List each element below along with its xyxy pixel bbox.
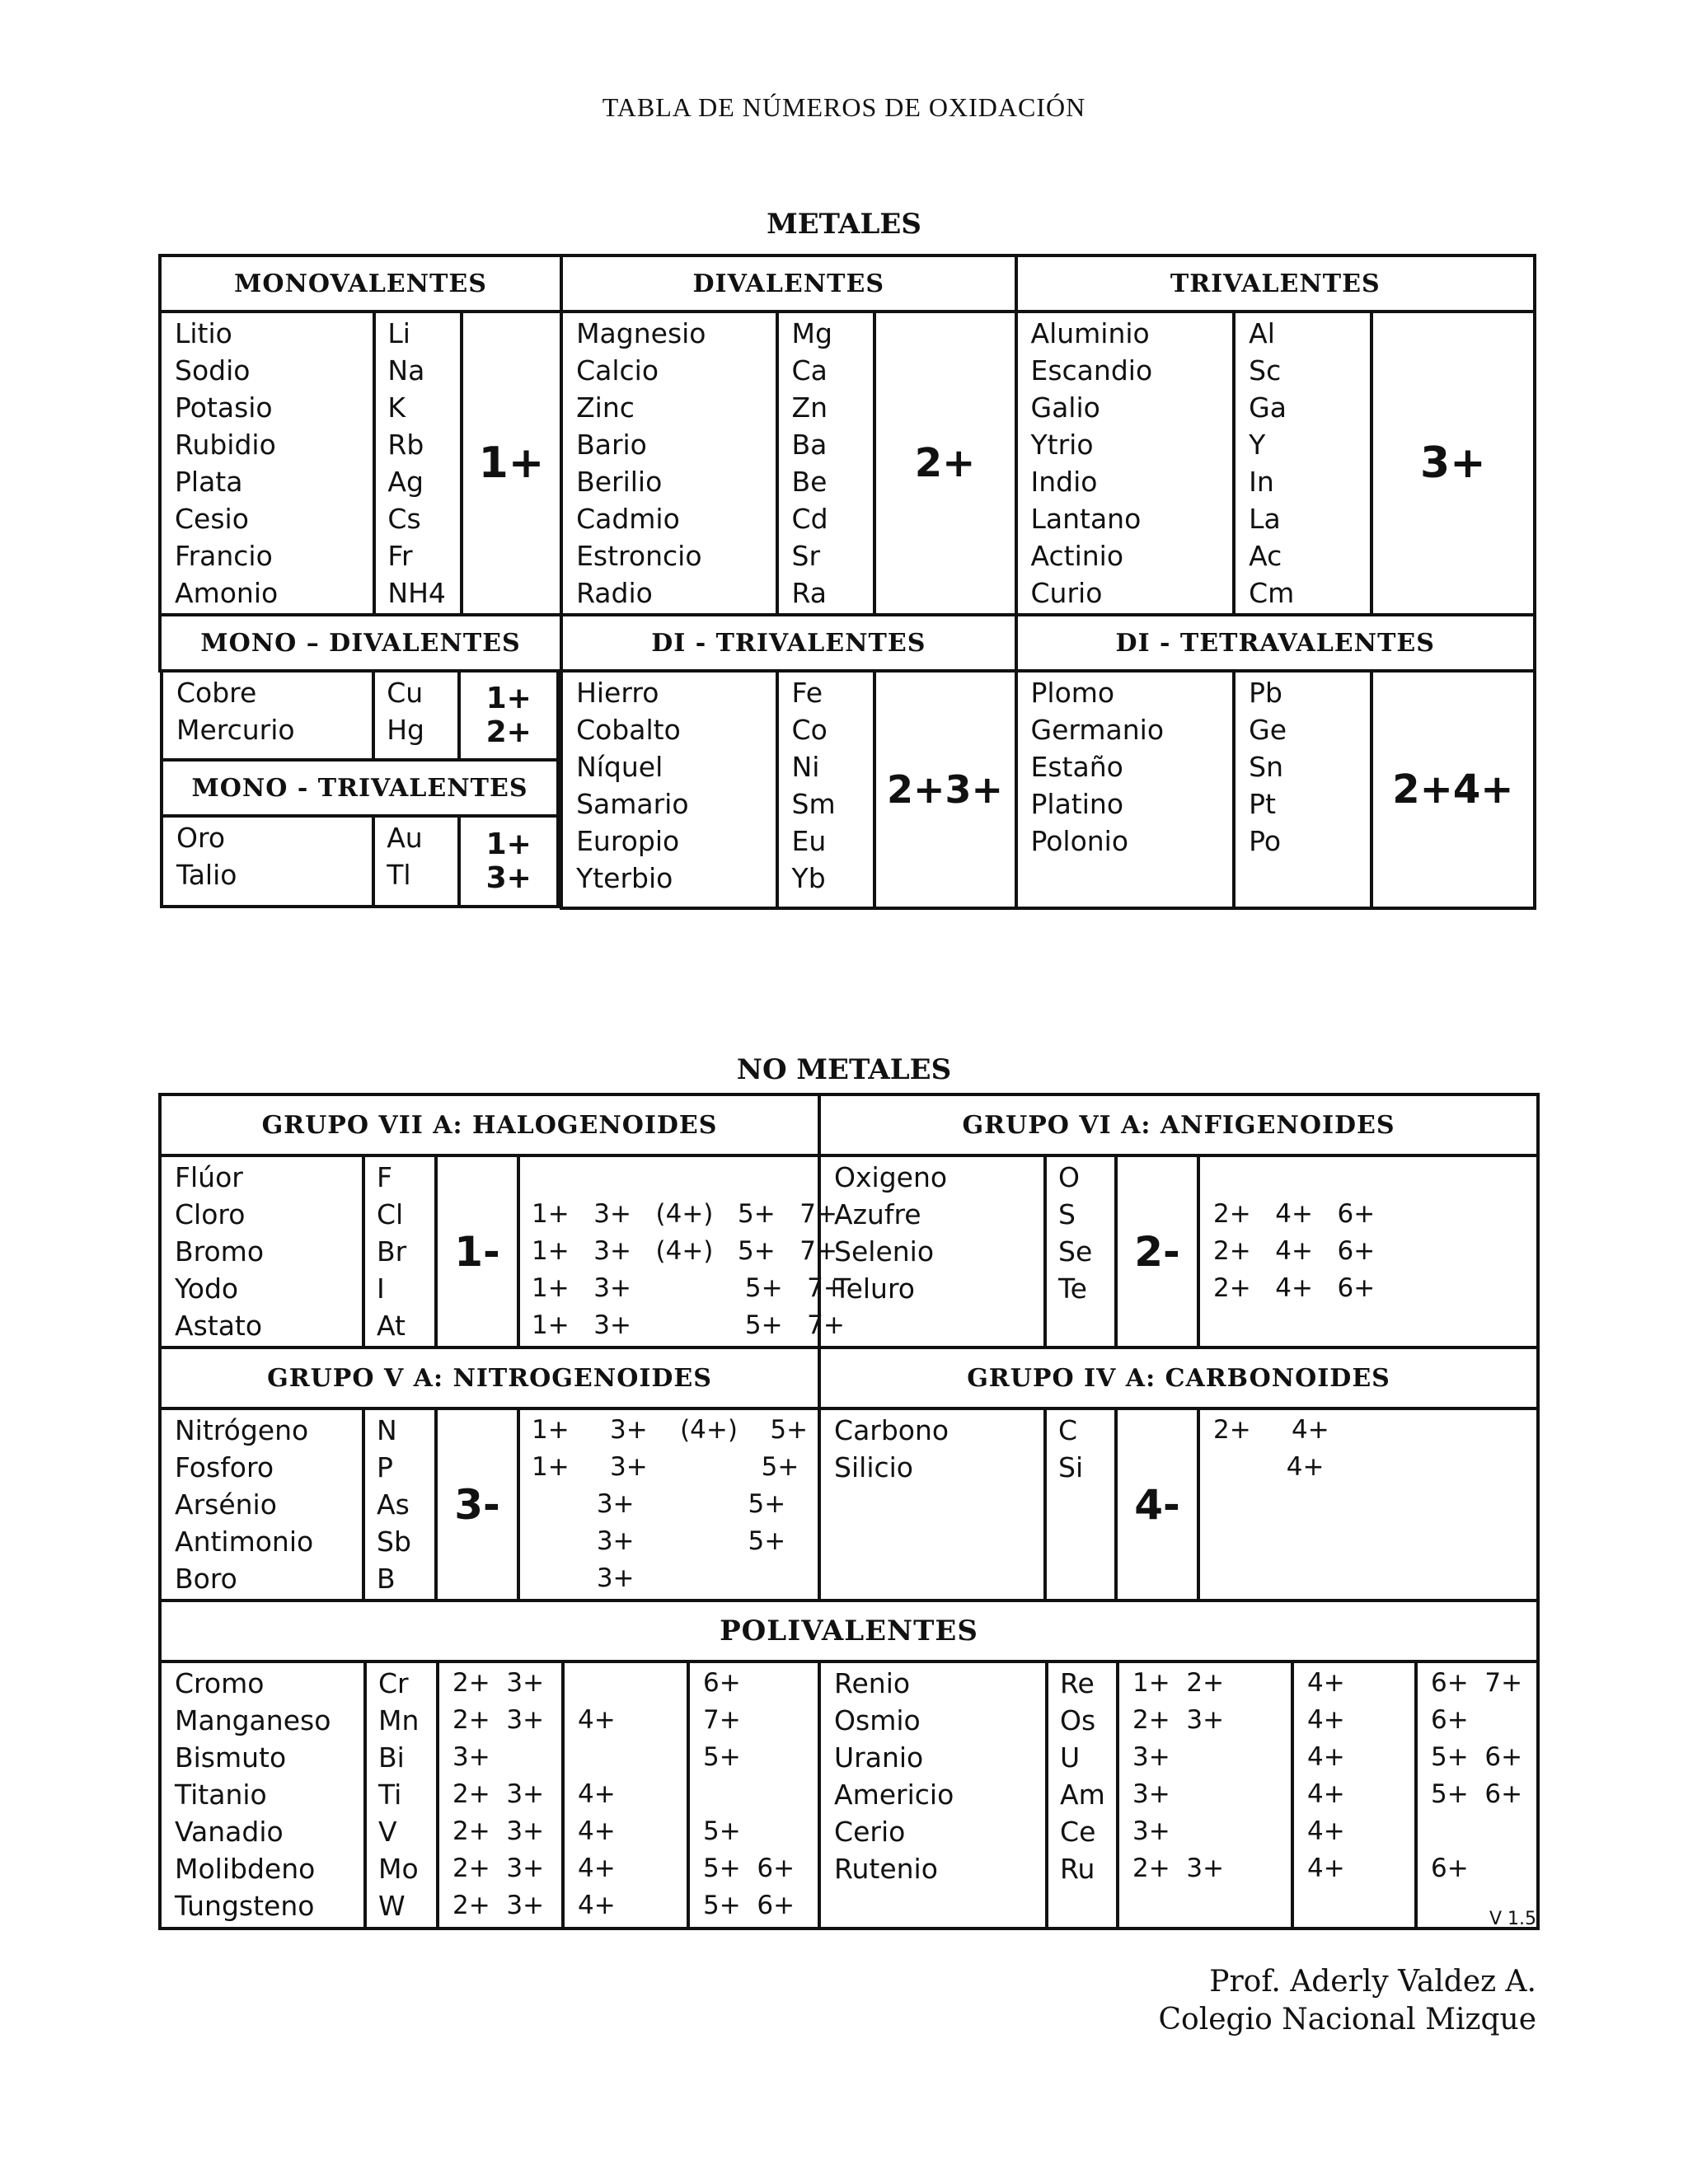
list-item: Ce xyxy=(1060,1816,1096,1848)
list-item: Curio xyxy=(1030,577,1103,609)
list-item: Sb xyxy=(377,1526,411,1558)
list-item: Am xyxy=(1060,1779,1105,1811)
list-item: Francio xyxy=(175,540,273,572)
list-item: 2+ 3+ xyxy=(452,1779,545,1809)
poli-right-symbols xyxy=(1047,1663,1118,1927)
list-item: Cromo xyxy=(175,1667,265,1699)
mono-trivalentes-names xyxy=(162,816,373,907)
list-item: Te xyxy=(1058,1272,1087,1305)
trivalentes-header: TRIVALENTES xyxy=(1016,255,1536,312)
list-item: 2+ 4+ 6+ xyxy=(1213,1236,1376,1266)
polivalentes-header: POLIVALENTES xyxy=(160,1601,1538,1661)
list-item xyxy=(1213,1159,1528,1196)
di-tetravalentes-names xyxy=(1016,671,1235,908)
list-item: Cr xyxy=(378,1667,409,1699)
list-item: Galio xyxy=(1030,391,1100,424)
di-trivalentes-header: DI - TRIVALENTES xyxy=(561,615,1015,671)
list-item: Cs xyxy=(387,503,421,535)
list-item: Bromo xyxy=(175,1235,265,1268)
list-item: O xyxy=(1058,1161,1081,1193)
nitrogenoides-symbols xyxy=(363,1408,436,1601)
list-item: 4+ xyxy=(578,1891,616,1920)
list-item xyxy=(532,1159,809,1196)
list-item: Renio xyxy=(834,1667,911,1699)
school-name: Colegio Nacional Mizque xyxy=(1158,2003,1536,2036)
di-tetravalentes-symbols xyxy=(1234,671,1372,908)
carbonoides-oxidation xyxy=(1198,1408,1538,1601)
list-item: Radio xyxy=(576,577,653,609)
list-item: Na xyxy=(387,354,425,387)
list-item: Plomo xyxy=(1030,677,1115,709)
list-item: Al xyxy=(1249,317,1275,349)
list-item: B xyxy=(377,1563,396,1595)
list-item: 6+ xyxy=(1431,1705,1469,1735)
nitrogenoides-oxidation xyxy=(518,1408,819,1601)
list-item: Mercurio xyxy=(176,714,295,746)
list-item: Hg xyxy=(387,714,424,746)
list-item: Polonio xyxy=(1030,825,1129,857)
divalentes-names xyxy=(561,312,776,615)
divalentes-symbols xyxy=(777,312,874,615)
trivalentes-charge: 3+ xyxy=(1372,312,1535,615)
list-item: 3+ xyxy=(452,1742,490,1772)
nitrogenoides-names xyxy=(160,1408,363,1601)
list-item: Fr xyxy=(387,540,413,572)
list-item: 4+ xyxy=(1307,1816,1345,1846)
list-item: Teluro xyxy=(834,1272,915,1305)
list-item: 3+ xyxy=(1132,1779,1170,1809)
monovalentes-names xyxy=(160,312,374,615)
list-item: La xyxy=(1249,503,1281,535)
carbonoides-charge: 4- xyxy=(1116,1408,1198,1601)
list-item: Estaño xyxy=(1030,751,1123,783)
list-item: Cadmio xyxy=(576,503,680,535)
list-item: Oxigeno xyxy=(834,1161,948,1193)
list-item xyxy=(703,1776,813,1813)
list-item: Au xyxy=(387,822,423,854)
list-item: Escandio xyxy=(1030,354,1153,387)
list-item: Eu xyxy=(791,825,827,857)
mono-divalentes-names xyxy=(162,673,373,760)
list-item: 3+ xyxy=(1132,1816,1170,1846)
list-item xyxy=(578,1665,678,1702)
list-item: 5+ xyxy=(703,1816,741,1846)
halogenoides-charge: 1- xyxy=(436,1155,518,1347)
mono-divalentes-charge: 1+ 2+ xyxy=(459,673,558,760)
list-item: Ytrio xyxy=(1030,429,1094,461)
list-item: Tl xyxy=(387,859,411,891)
list-item: 7+ xyxy=(703,1705,741,1735)
list-item: 3+ 5+ xyxy=(532,1489,786,1519)
list-item xyxy=(1431,1813,1531,1850)
version-label: V 1.5 xyxy=(1489,1909,1536,1929)
halogenoides-symbols xyxy=(363,1155,436,1347)
list-item: 2+ 3+ xyxy=(452,1668,545,1698)
halogenoides-header: GRUPO VII A: HALOGENOIDES xyxy=(160,1094,819,1155)
list-item: Europio xyxy=(576,825,680,857)
list-item: Litio xyxy=(175,317,232,349)
list-item: Cu xyxy=(387,677,424,709)
list-item: Cl xyxy=(377,1198,404,1230)
anfigenoides-oxidation xyxy=(1198,1155,1538,1347)
list-item: Flúor xyxy=(175,1161,243,1193)
list-item: Lantano xyxy=(1030,503,1142,535)
list-item: Uranio xyxy=(834,1741,924,1774)
list-item: 1+ 3+ 5+ 7+ xyxy=(532,1273,845,1303)
monovalentes-charge: 1+ xyxy=(462,312,561,615)
list-item: Re xyxy=(1060,1667,1095,1699)
list-item: W xyxy=(378,1890,406,1922)
list-item: Y xyxy=(1249,429,1266,461)
list-item: Azufre xyxy=(834,1198,921,1230)
list-item: Yb xyxy=(791,862,826,894)
metales-table xyxy=(158,254,1536,910)
list-item: Mn xyxy=(378,1704,420,1736)
list-item: Cobalto xyxy=(576,714,681,746)
di-tetravalentes-charge: 2+4+ xyxy=(1372,671,1535,908)
nitrogenoides-charge: 3- xyxy=(436,1408,518,1601)
list-item: Se xyxy=(1058,1235,1093,1268)
list-item: Ti xyxy=(378,1779,402,1811)
list-item: Germanio xyxy=(1030,714,1165,746)
list-item: 4+ xyxy=(578,1705,616,1735)
list-item: Níquel xyxy=(576,751,663,783)
poli-right-col3 xyxy=(1416,1663,1540,1927)
list-item: K xyxy=(387,391,406,424)
list-item: Antimonio xyxy=(175,1526,314,1558)
anfigenoides-charge: 2- xyxy=(1116,1155,1198,1347)
list-item: Amonio xyxy=(175,577,279,609)
list-item: Br xyxy=(377,1235,407,1268)
list-item: NH4 xyxy=(387,577,446,609)
list-item: Li xyxy=(387,317,410,349)
mono-subtable xyxy=(160,673,560,908)
list-item: Americio xyxy=(834,1779,954,1811)
carbonoides-names xyxy=(819,1408,1045,1601)
anfigenoides-names xyxy=(819,1155,1045,1347)
list-item: 1+ 3+ (4+) 5+ 7+ xyxy=(532,1199,837,1229)
polivalentes-left-table xyxy=(162,1663,821,1927)
list-item: Os xyxy=(1060,1704,1096,1736)
list-item: Cd xyxy=(791,503,828,535)
carbonoides-header: GRUPO IV A: CARBONOIDES xyxy=(819,1347,1538,1408)
list-item: Cobre xyxy=(176,677,257,709)
list-item: 3+ xyxy=(1132,1742,1170,1772)
carbonoides-symbols xyxy=(1045,1408,1116,1601)
poli-right-col1 xyxy=(1118,1663,1292,1927)
list-item: Indio xyxy=(1030,466,1098,498)
list-item: 1+ 3+ (4+) 5+ xyxy=(532,1415,809,1445)
list-item: I xyxy=(377,1272,385,1305)
list-item: At xyxy=(377,1310,406,1342)
halogenoides-names xyxy=(160,1155,363,1347)
list-item: Molibdeno xyxy=(175,1853,316,1885)
list-item: 2+ 3+ xyxy=(1132,1705,1225,1735)
poli-right-col2 xyxy=(1292,1663,1416,1927)
list-item: Sm xyxy=(791,788,836,820)
list-item: 4+ xyxy=(1307,1779,1345,1809)
list-item: Rutenio xyxy=(834,1853,938,1885)
trivalentes-symbols xyxy=(1234,312,1372,615)
mono-trivalentes-charge: 1+ 3+ xyxy=(459,816,558,907)
list-item: 2+ 4+ 6+ xyxy=(1213,1273,1376,1303)
list-item: Mo xyxy=(378,1853,419,1885)
list-item: Manganeso xyxy=(175,1704,331,1736)
monovalentes-header: MONOVALENTES xyxy=(160,255,561,312)
list-item: Co xyxy=(791,714,828,746)
list-item: 2+ 4+ xyxy=(1213,1415,1329,1445)
poli-left-names xyxy=(162,1663,365,1927)
list-item: 4+ xyxy=(1307,1705,1345,1735)
list-item: Yterbio xyxy=(576,862,673,894)
list-item: Cm xyxy=(1249,577,1295,609)
list-item: Tungsteno xyxy=(175,1890,315,1922)
list-item: Ba xyxy=(791,429,828,461)
trivalentes-names xyxy=(1016,312,1235,615)
list-item: 3+ 5+ xyxy=(532,1526,786,1556)
list-item: Rubidio xyxy=(175,429,276,461)
list-item: N xyxy=(377,1414,397,1446)
list-item: 3+ xyxy=(532,1563,635,1593)
nitrogenoides-header: GRUPO V A: NITROGENOIDES xyxy=(160,1347,819,1408)
list-item: 2+ 3+ xyxy=(452,1816,545,1846)
list-item: 1+ 3+ 5+ xyxy=(532,1452,799,1482)
list-item: Hierro xyxy=(576,677,659,709)
list-item: Po xyxy=(1249,825,1282,857)
list-item: Cloro xyxy=(175,1198,246,1230)
list-item: 1+ 3+ 5+ 7+ xyxy=(532,1310,845,1340)
di-trivalentes-symbols xyxy=(777,671,874,908)
list-item: Bi xyxy=(378,1741,405,1774)
list-item: 4+ xyxy=(1307,1742,1345,1772)
polivalentes-right-table xyxy=(821,1663,1540,1927)
list-item: Zn xyxy=(791,391,828,424)
list-item: 2+ 4+ 6+ xyxy=(1213,1199,1376,1229)
list-item: Berilio xyxy=(576,466,663,498)
list-item: Carbono xyxy=(834,1414,950,1446)
list-item: Mg xyxy=(791,317,832,349)
list-item: 4+ xyxy=(1213,1452,1325,1482)
list-item: 2+ 3+ xyxy=(452,1854,545,1883)
list-item: 6+ 7+ xyxy=(1431,1668,1523,1698)
list-item: 5+ xyxy=(703,1742,741,1772)
di-trivalentes-names xyxy=(561,671,776,908)
list-item: Boro xyxy=(175,1563,237,1595)
mono-group-cell xyxy=(160,671,561,908)
list-item: Nitrógeno xyxy=(175,1414,309,1446)
list-item: Rb xyxy=(387,429,424,461)
list-item: In xyxy=(1249,466,1274,498)
list-item: Cerio xyxy=(834,1816,906,1848)
anfigenoides-header: GRUPO VI A: ANFIGENOIDES xyxy=(819,1094,1538,1155)
list-item: 6+ xyxy=(703,1668,741,1698)
list-item: Titanio xyxy=(175,1779,267,1811)
list-item: Sn xyxy=(1249,751,1283,783)
list-item: 2+ 3+ xyxy=(452,1891,545,1920)
poli-left-col3 xyxy=(688,1663,821,1927)
list-item: Ra xyxy=(791,577,827,609)
page-title: TABLA DE NÚMEROS DE OXIDACIÓN xyxy=(602,92,1086,122)
list-item: Cesio xyxy=(175,503,249,535)
divalentes-charge: 2+ xyxy=(874,312,1016,615)
list-item: Be xyxy=(791,466,828,498)
poli-left-col1 xyxy=(438,1663,563,1927)
list-item: Ge xyxy=(1249,714,1287,746)
list-item: U xyxy=(1060,1741,1081,1774)
list-item: Aluminio xyxy=(1030,317,1150,349)
list-item: Platino xyxy=(1030,788,1124,820)
list-item: Fosforo xyxy=(175,1451,274,1483)
list-item: C xyxy=(1058,1414,1078,1446)
list-item: Oro xyxy=(176,822,226,854)
list-item: Ag xyxy=(387,466,424,498)
list-item: Calcio xyxy=(576,354,659,387)
list-item: Actinio xyxy=(1030,540,1124,572)
list-item: Arsénio xyxy=(175,1488,277,1521)
list-item: P xyxy=(377,1451,393,1483)
list-item: Selenio xyxy=(834,1235,935,1268)
anfigenoides-symbols xyxy=(1045,1155,1116,1347)
list-item: F xyxy=(377,1161,392,1193)
mono-divalentes-symbols xyxy=(373,673,459,760)
list-item: 4+ xyxy=(578,1816,616,1846)
poli-left-col2 xyxy=(563,1663,688,1927)
list-item: 5+ 6+ xyxy=(1431,1742,1523,1772)
list-item: Ac xyxy=(1249,540,1282,572)
poli-right-names xyxy=(821,1663,1047,1927)
list-item: 2+ 3+ xyxy=(1132,1854,1225,1883)
halogenoides-oxidation xyxy=(518,1155,845,1347)
mono-trivalentes-symbols xyxy=(373,816,459,907)
list-item: Vanadio xyxy=(175,1816,284,1848)
no-metales-title: NO METALES xyxy=(736,1053,952,1086)
list-item: Ga xyxy=(1249,391,1287,424)
list-item: Plata xyxy=(175,466,243,498)
list-item: Pt xyxy=(1249,788,1276,820)
list-item: As xyxy=(377,1488,410,1521)
list-item xyxy=(578,1739,678,1776)
list-item: S xyxy=(1058,1198,1076,1230)
list-item: 5+ 6+ xyxy=(703,1891,795,1920)
list-item: 1+ 3+ (4+) 5+ 7+ xyxy=(532,1236,837,1266)
di-tetravalentes-header: DI - TETRAVALENTES xyxy=(1016,615,1536,671)
list-item: Bismuto xyxy=(175,1741,287,1774)
author-name: Prof. Aderly Valdez A. xyxy=(1209,1965,1536,1999)
list-item: Ni xyxy=(791,751,820,783)
monovalentes-symbols xyxy=(374,312,461,615)
list-item: Si xyxy=(1058,1451,1084,1483)
list-item: Ca xyxy=(791,354,828,387)
list-item: Osmio xyxy=(834,1704,921,1736)
list-item: 4+ xyxy=(578,1779,616,1809)
list-item: 4+ xyxy=(1307,1854,1345,1883)
list-item: 5+ 6+ xyxy=(1431,1779,1523,1809)
list-item: Zinc xyxy=(576,391,635,424)
list-item: Astato xyxy=(175,1310,263,1342)
list-item: 1+ 2+ xyxy=(1132,1668,1225,1698)
list-item: Magnesio xyxy=(576,317,706,349)
list-item: 4+ xyxy=(1307,1668,1345,1698)
polivalentes-left xyxy=(160,1661,819,1929)
list-item: Sodio xyxy=(175,354,251,387)
list-item: Talio xyxy=(176,859,237,891)
di-trivalentes-charge: 2+3+ xyxy=(874,671,1016,908)
poli-left-symbols xyxy=(365,1663,438,1927)
list-item: Pb xyxy=(1249,677,1282,709)
list-item: 5+ 6+ xyxy=(703,1854,795,1883)
list-item: 2+ 3+ xyxy=(452,1705,545,1735)
mono-trivalentes-header: MONO - TRIVALENTES xyxy=(162,760,558,816)
mono-divalentes-header: MONO – DIVALENTES xyxy=(160,615,561,671)
list-item: Bario xyxy=(576,429,647,461)
list-item: Ru xyxy=(1060,1853,1095,1885)
list-item: V xyxy=(378,1816,397,1848)
list-item: Yodo xyxy=(175,1272,239,1305)
list-item: Sc xyxy=(1249,354,1282,387)
list-item: Samario xyxy=(576,788,689,820)
list-item: Sr xyxy=(791,540,821,572)
list-item: Silicio xyxy=(834,1451,913,1483)
list-item: Potasio xyxy=(175,391,273,424)
polivalentes-right xyxy=(819,1661,1538,1929)
list-item: 4+ xyxy=(578,1854,616,1883)
no-metales-table xyxy=(158,1093,1540,1930)
list-item: Estroncio xyxy=(576,540,702,572)
divalentes-header: DIVALENTES xyxy=(561,255,1015,312)
list-item: Fe xyxy=(791,677,823,709)
metales-title: METALES xyxy=(767,208,921,241)
list-item: 6+ xyxy=(1431,1854,1469,1883)
